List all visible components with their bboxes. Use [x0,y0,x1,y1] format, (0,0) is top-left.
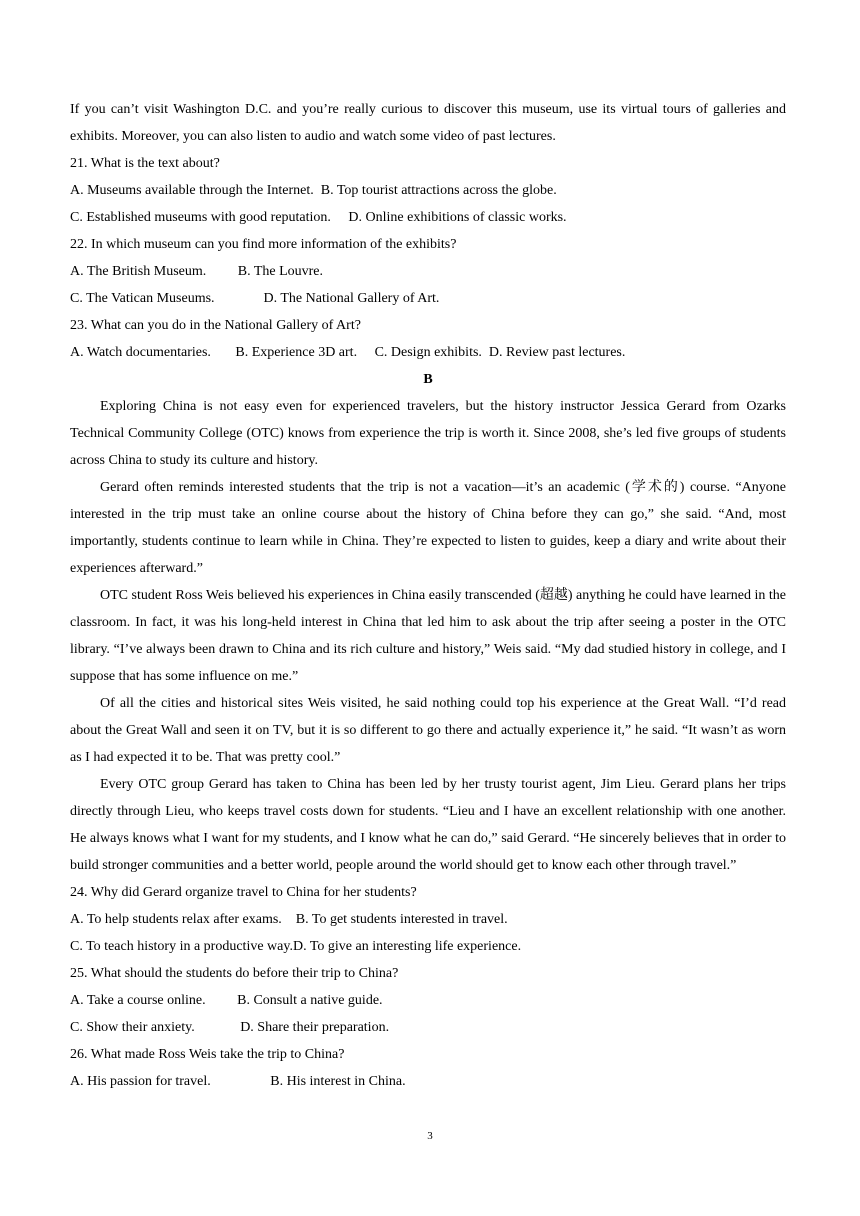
question-text: 26. What made Ross Weis take the trip to China? [70,1047,345,1062]
page-number: 3 [427,1130,433,1142]
options-line: A. Watch documentaries. B. Experience 3D art. C. Design exhibits. D. Review past lectures. [70,345,626,360]
options-line: A. The British Museum. B. The Louvre. [70,264,324,279]
options-line: C. Show their anxiety. D. Share their preparation. [70,1020,390,1035]
question-23 [70,312,786,366]
options-line: C. To teach history in a productive way.D. To give an interesting life experience. [70,939,522,954]
passage-paragraph: Every OTC group Gerard has taken to China has been led by her trusty tourist agent, Jim Lieu. Gerard plans her trips directly through Lieu, who keeps travel costs down for students. “Lieu and I have an excellent relationship with one another. He always knows what I want for my students, and I know what he can do,” said Gerard. “He sincerely believes that in order to build stronger communities and a better world, people around the world should get to know each other through travel.” [70,777,786,873]
question-text: 21. What is the text about? [70,156,220,171]
passage-paragraph: Of all the cities and historical sites Weis visited, he said nothing could top his experience at the Great Wall. “I’d read about the Great Wall and seen it on TV, but it is so different to go there and actually experience it,” he said. “It wasn’t as worn as I had expected it to be. That was pretty cool.” [70,696,786,765]
options-line: C. The Vatican Museums. D. The National Gallery of Art. [70,291,440,306]
options-line: A. His passion for travel. B. His interest in China. [70,1074,406,1089]
question-25 [70,960,786,1041]
options-line: A. Take a course online. B. Consult a native guide. [70,993,383,1008]
question-text: 24. Why did Gerard organize travel to China for her students? [70,885,417,900]
question-text: 25. What should the students do before their trip to China? [70,966,399,981]
section-title: B [423,372,433,387]
passage-paragraph: Gerard often reminds interested students that the trip is not a vacation—it’s an academic (学术的) course. “Anyone interested in the trip must take an online course about the history of China before they can go,” she said. “And, most importantly, students continue to learn while in China. They’re expected to listen to guides, keep a diary and write about their experiences afterward.” [70,480,786,576]
options-line: A. Museums available through the Internet. B. Top tourist attractions across the globe. [70,183,557,198]
passage-paragraph: Exploring China is not easy even for experienced travelers, but the history instructor Jessica Gerard from Ozarks Technical Community College (OTC) knows from experience the trip is worth it. Since 2008, she’s led five groups of students across China to study its culture and history. [70,399,786,468]
question-text: 23. What can you do in the National Gallery of Art? [70,318,361,333]
options-line: C. Established museums with good reputation. D. Online exhibitions of classic works. [70,210,567,225]
question-24 [70,879,786,960]
document-page [70,96,786,1095]
passage-paragraph: OTC student Ross Weis believed his experiences in China easily transcended (超越) anything he could have learned in the classroom. In fact, it was his long-held interest in China that led him to ask about the trip after seeing a poster in the OTC library. “I’ve always been drawn to China and its rich culture and history,” Weis said. “My dad studied history in college, and I suppose that has some influence on me.” [70,588,786,684]
question-text: 22. In which museum can you find more information of the exhibits? [70,237,457,252]
intro-paragraph: If you can’t visit Washington D.C. and you’re really curious to discover this museum, use its virtual tours of galleries and exhibits. Moreover, you can also listen to audio and watch some video of past lectures. [70,102,786,144]
question-21 [70,150,786,231]
question-22 [70,231,786,312]
options-line: A. To help students relax after exams. B. To get students interested in travel. [70,912,508,927]
question-26 [70,1041,786,1095]
